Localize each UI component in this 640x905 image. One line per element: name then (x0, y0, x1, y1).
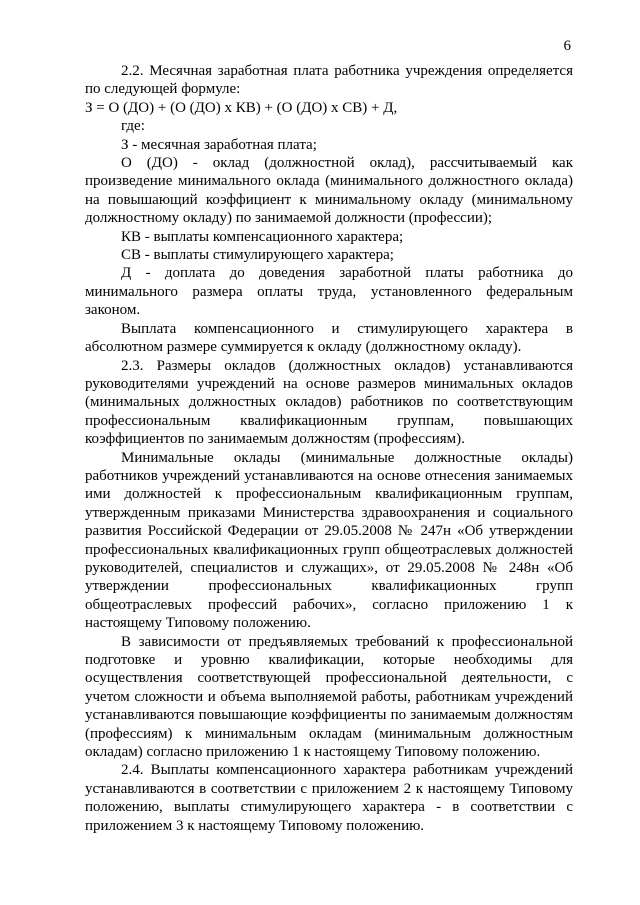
definition-kv: КВ - выплаты компенсационного характера; (121, 228, 404, 245)
page-number: 6 (563, 38, 571, 54)
paragraph-2-4: 2.4. Выплаты компенсационного характера работникам учреждений устанавливаются в соответствии с приложением 2 к настоящему Типовому положению, выплаты стимулирующего характера - в соответствии с приложением 3 к настоящему Типовому положению. (85, 762, 573, 834)
paragraph-minimal-salaries: Минимальные оклады (минимальные должностные оклады) работников учреждений устанавливаются на основе отнесения занимаемых ими должностей к профессиональным квалификационным группам, утвержденным приказами Министерства здравоохранения и социального развития Российской Федерации от 29.05.2008 № 247н «Об утверждении профессиональных квалификационных групп общеотраслевых должностей руководителей, специалистов и служащих», от 29.05.2008 № 248н «Об утверждении профессиональных квалификационных групп общеотраслевых профессий рабочих», согласно приложению 1 к настоящему Типовому положению. (85, 449, 573, 632)
salary-formula: З = О (ДО) + (О (ДО) х КВ) + (О (ДО) х СВ) + Д, (85, 99, 398, 116)
definition-sv: СВ - выплаты стимулирующего характера; (121, 247, 394, 264)
formula-where: где: (121, 118, 145, 135)
definition-z: З - месячная заработная плата; (121, 136, 317, 153)
paragraph-summation: Выплата компенсационного и стимулирующего характера в абсолютном размере суммируется к окладу (должностному окладу). (85, 320, 573, 356)
document-body (85, 62, 573, 835)
definition-d: Д - доплата до доведения заработной платы работника до минимального размера оплаты труда, установленного федеральным законом. (85, 265, 573, 319)
paragraph-2-3: 2.3. Размеры окладов (должностных окладов) устанавливаются руководителями учреждений на основе размеров минимальных окладов (минимальных должностных окладов) работников по соответствующим профессиональным квалификационным группам, повышающих коэффициентов по занимаемым должностям (профессиям). (85, 357, 573, 448)
paragraph-coefficients: В зависимости от предъявляемых требований к профессиональной подготовке и уровню квалификации, которые необходимы для осуществления соответствующей профессиональной деятельности, с учетом сложности и объема выполняемой работы, работникам учреждений устанавливаются повышающие коэффициенты по занимаемым должностям (профессиям) к минимальным окладам (минимальным должностным окладам) согласно приложению 1 к настоящему Типовому положению. (85, 633, 573, 761)
paragraph-2-2-intro: 2.2. Месячная заработная плата работника учреждения определяется по следующей формуле: (85, 63, 573, 98)
definition-o-do: О (ДО) - оклад (должностной оклад), рассчитываемый как произведение минимального оклада (минимального должностного оклада) на повышающий коэффициент к минимальному окладу (минимальному должностному окладу) по занимаемой должности (профессии); (85, 155, 573, 227)
